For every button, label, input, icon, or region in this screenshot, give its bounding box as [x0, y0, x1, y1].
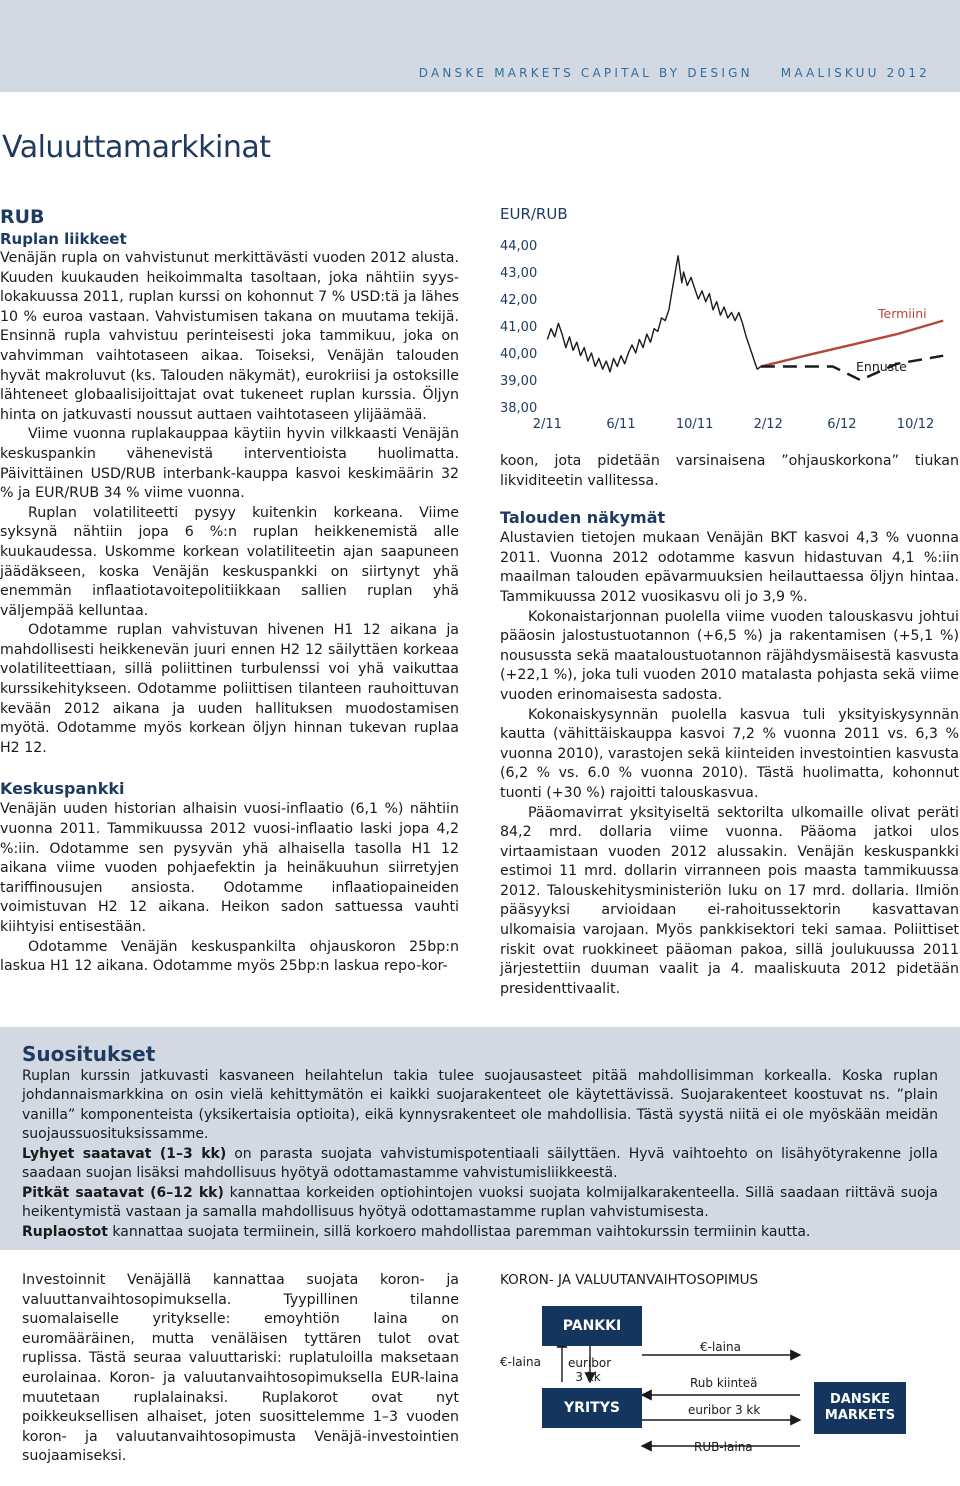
- chart-title: EUR/RUB: [500, 205, 568, 223]
- paragraph: Venäjän rupla on vahvistunut merkittävästi vuoden 2012 alusta. Kuuden kuukauden heikoimmalta tasoltaan, joka nähtiin syys-lokakuussa 2011, ruplan kurssi on kohonnut 7 % USD:tä ja lähes 10 % euroa vastaan. Vahvistumisen takana on muutama tekijä. Ensinnä rupla vahvistuu perinteisesti joka tammikuu, joka on vahvimman vaihtotaseen aikaa. Toiseksi, Venäjän talouden hyvät makroluvut (ks. Talouden näkymät), eurokriisi ja ostoksille lähteneet globaalisijoittajat ovat tukeneet ruplan kurssia. Öljyn hinta on jatkuvasti noussut auttaen vaihtotaseen ylijäämää.: [0, 250, 459, 423]
- box-pankki: PANKKI: [542, 1306, 642, 1346]
- paragraph: Kokonaiskysynnän puolella kasvua tuli yksityiskysynnän kautta (vähittäiskauppa kasvoi 7,2 % vuonna 2011 vs. 6,3 % vuonna 2010), varastojen sekä kiinteiden investointien kasvusta (6,2 % vs. 6.0 % vuonna 2010). Tästä huolimatta, kohonnut tuonti (+30 %) rajoitti talouskasvua.: [500, 706, 959, 801]
- series-line: [547, 256, 761, 372]
- paragraph: Investoinnit Venäjällä kannattaa suojata koron- ja valuuttanvaihtosopimuksella. Tyypillinen tilanne suomalaiselle yritykselle: emoyhtiön laina on euromääräinen, mutta venäläisen tyttären tulot ovat ruplissa. Tästä seuraa valuuttariski: ruplatuloilla maksetaan eurolainaa. Koron- ja valuutanvaihtosopimuksella EUR-laina muutetaan ruplalainaksi. Ruplakorot ovat nyt poikkeuksellisen alhaiset, joten suosittelemme 1–3 vuoden koron- ja valuutanvaihtosopimusta Venäjä-investointien suojaamiseksi.: [22, 1272, 459, 1465]
- paragraph: Alustavien tietojen mukaan Venäjän BKT kasvoi 4,3 % vuonna 2011. Vuonna 2012 odotamme kasvun hidastuvan 4,1 %:iin maailman talouden epävarmuuksien heilauttaessa öljyn hintaa. Tammikuussa 2012 vuosikasvu oli jo 3,9 %.: [500, 530, 959, 605]
- annotation-termiini: Termiini: [878, 306, 927, 321]
- text-long: kannattaa korkeiden optiohintojen vuoksi suojata kolmijalkarakenteella. Sillä saadaan riittävä suoja heikentymistä vastaan ja samalla mahdollisuus hyötyä odottamastamme ruplan vahvistumisesta.: [22, 1184, 938, 1220]
- label-euribor-right: euribor 3 kk: [688, 1403, 761, 1417]
- right-column: [500, 452, 959, 999]
- y-tick-label: 39,00: [500, 374, 538, 389]
- left-column: [0, 205, 459, 977]
- y-tick-label: 41,00: [500, 320, 538, 335]
- x-tick-label: 2/11: [532, 417, 562, 432]
- paragraph: koon, jota pidetään varsinaisena ”ohjauskorkona” tiukan likviditeetin vallitessa.: [500, 453, 959, 489]
- label-long: Pitkät saatavat (6–12 kk): [22, 1184, 224, 1201]
- section-title-talouden-nakymat: Talouden näkymät: [500, 508, 666, 528]
- page-title: Valuuttamarkkinat: [2, 130, 271, 165]
- paragraph: Ruplan volatiliteetti pysyy kuitenkin korkeana. Viime syksynä nähtiin jopa 6 %:n ruplan heikkenemistä alle kuukaudessa. Uskomme korkean volatiliteetin ajan saapuneen jäädäkseen, koska Venäjän keskuspankki on siirtynyt yhä enemmän inflaatiotavoitepolitiikkaan sallien ruplan yhä väljempää kelluntaa.: [0, 504, 459, 619]
- publication-month: MAALISKUU 2012: [780, 66, 930, 80]
- header-publication: [419, 66, 930, 80]
- label-buy: Ruplaostot: [22, 1223, 108, 1240]
- label-rub-loan: RUB-laina: [694, 1440, 753, 1454]
- chart-svg: [500, 205, 960, 440]
- section-title-rub: RUB: [0, 206, 45, 228]
- recommendations-intro: Ruplan kurssin jatkuvasti kasvaneen heilahtelun takia tulee suojausasteet pitää mahdollisimman korkealla. Koska ruplan johdannaismarkkina on osin vielä kehittymätön ei kaikki suojarakenteet ole käytettävissä. Suojarakenteet koostuvat ns. ”plain vanilla” komponenteista (yksikertaisia optioita), eikä kynnysrakenteet ole mahdollisia. Tästä syystä niitä ei ole myöskään meidän suojaussuosituksissamme.: [22, 1067, 938, 1142]
- section-title-keskuspankki: Keskuspankki: [0, 779, 125, 799]
- x-tick-label: 6/11: [606, 417, 636, 432]
- recommendations-title: Suositukset: [22, 1042, 156, 1066]
- text-buy: kannattaa suojata termiinein, sillä korkoero mahdollistaa paremman vaihtokurssin termiinin kautta.: [107, 1223, 811, 1240]
- y-tick-label: 43,00: [500, 266, 538, 281]
- x-tick-label: 2/12: [753, 417, 783, 432]
- y-tick-label: 44,00: [500, 239, 538, 254]
- box-danske-markets: DANSKE MARKETS: [814, 1382, 906, 1434]
- label-eur-loan-left: €-laina: [500, 1355, 541, 1369]
- bottom-left-text: [22, 1271, 459, 1467]
- x-tick-label: 10/11: [675, 417, 714, 432]
- paragraph: Venäjän uuden historian alhaisin vuosi-inflaatio (6,1 %) nähtiin vuonna 2011. Tammikuussa 2012 vuosi-inflaatio laski jopa 4,2 %:iin. Odotamme sen pysyvän yhä alhaisella tasolla H1 12 aikana viime vuoden pohjaefektin ja heinäkuuhun siirretyjen tariffinousujen ansiosta. Odotamme inflaatiopaineiden voimistuvan H2 12 aikana. Heikon sadon sattuessa vauhti kiihtyisi entisestään.: [0, 801, 459, 935]
- diagram-title: KORON- JA VALUUTANVAIHTOSOPIMUS: [500, 1272, 759, 1288]
- eurrub-chart: [500, 205, 960, 440]
- label-euribor-left: euribor 3 kk: [568, 1356, 612, 1384]
- paragraph: Odotamme ruplan vahvistuvan hivenen H1 12 aikana ja mahdollisesti heikkenevän juuri ennen H2 12 säilyttäen korkeaa volatiliteettiaan, sillä poliittinen turbulenssi voi yhä vaikuttaa kurssikehitykseen. Odotamme poliittisen tilanteen rauhoittuvan kevään 2012 aikana ja uuden hallituksen muodostamisen myötä. Odotamme myös korkean öljyn hinnan tukevan ruplaa H2 12.: [0, 622, 459, 756]
- label-short: Lyhyet saatavat (1–3 kk): [22, 1145, 227, 1162]
- box-yritys: YRITYS: [542, 1388, 642, 1428]
- x-tick-label: 6/12: [827, 417, 857, 432]
- paragraph: Kokonaistarjonnan puolella viime vuoden talouskasvu johtui pääosin jalostustuotannon (+6,5 %) ja rakentamisen (+5,1 %) nousussta sekä maataloustuotannon räjähdysmäisestä kasvusta (+22,1 %), joka tuli vuoden 2010 matalasta pohjasta sekä viime vuoden erinomaisesta sadosta.: [500, 608, 959, 703]
- recommendation-long: [22, 1184, 938, 1223]
- y-tick-label: 42,00: [500, 293, 538, 308]
- recommendation-buy: [22, 1223, 938, 1243]
- y-tick-label: 40,00: [500, 347, 538, 362]
- recommendation-short: [22, 1145, 938, 1184]
- paragraph: Odotamme Venäjän keskuspankilta ohjauskoron 25bp:n laskua H1 12 aikana. Odotamme myös 25bp:n laskua repo-kor-: [0, 938, 459, 975]
- swap-diagram: [500, 1270, 960, 1480]
- label-eur-loan-right: €-laina: [700, 1340, 741, 1354]
- header-band: [0, 0, 960, 92]
- annotation-ennuste: Ennuste: [856, 359, 907, 374]
- x-tick-label: 10/12: [896, 417, 935, 432]
- paragraph: Pääomavirrat yksityiseltä sektorilta ulkomaille olivat peräti 84,2 mrd. dollaria viime vuonna. Pääoma jatkoi ulos virtaamistaan vuoden 2012 alussakin. Venäjän keskuspankki estimoi 11 mrd. dollarin virranneen pois maasta tammikuussa 2012. Talouskehitysministeriön luku on 17 mrd. dollaria. Ilmiön pääsyyksi arvioidaan ei-rahoitussektorin kasvattavan ulkomaisia varojaan. Myös pankkisektori teki samaa. Poliittiset riskit ovat ruokkineet pääoman pakoa, sillä joulukuussa 2011 järjestettiin duuman vaalit ja 4. maaliskuuta 2012 pidetään presidenttivaalit.: [500, 804, 959, 997]
- subsection-title: Ruplan liikkeet: [0, 230, 127, 248]
- paragraph: Viime vuonna ruplakauppaa käytiin hyvin vilkkaasti Venäjän keskuspankin vähenevistä interventioista huolimatta. Päivittäinen USD/RUB interbank-kauppa kasvoi keskimäärin 32 % ja EUR/RUB 34 % viime vuonna.: [0, 426, 459, 502]
- y-tick-label: 38,00: [500, 401, 538, 416]
- publication-name: DANSKE MARKETS CAPITAL BY DESIGN: [418, 66, 753, 80]
- label-rub-fixed: Rub kiinteä: [690, 1376, 758, 1390]
- recommendations-box: [0, 1027, 960, 1250]
- text-short: on parasta suojata vahvistumispotentiaali säilyttäen. Hyvä vaihtoehto on lisähyötyrakenne jolla saadaan suojan lisäksi mahdollisuus hyötyä odottamastamme vahvistumisliikkeestä.: [22, 1145, 938, 1181]
